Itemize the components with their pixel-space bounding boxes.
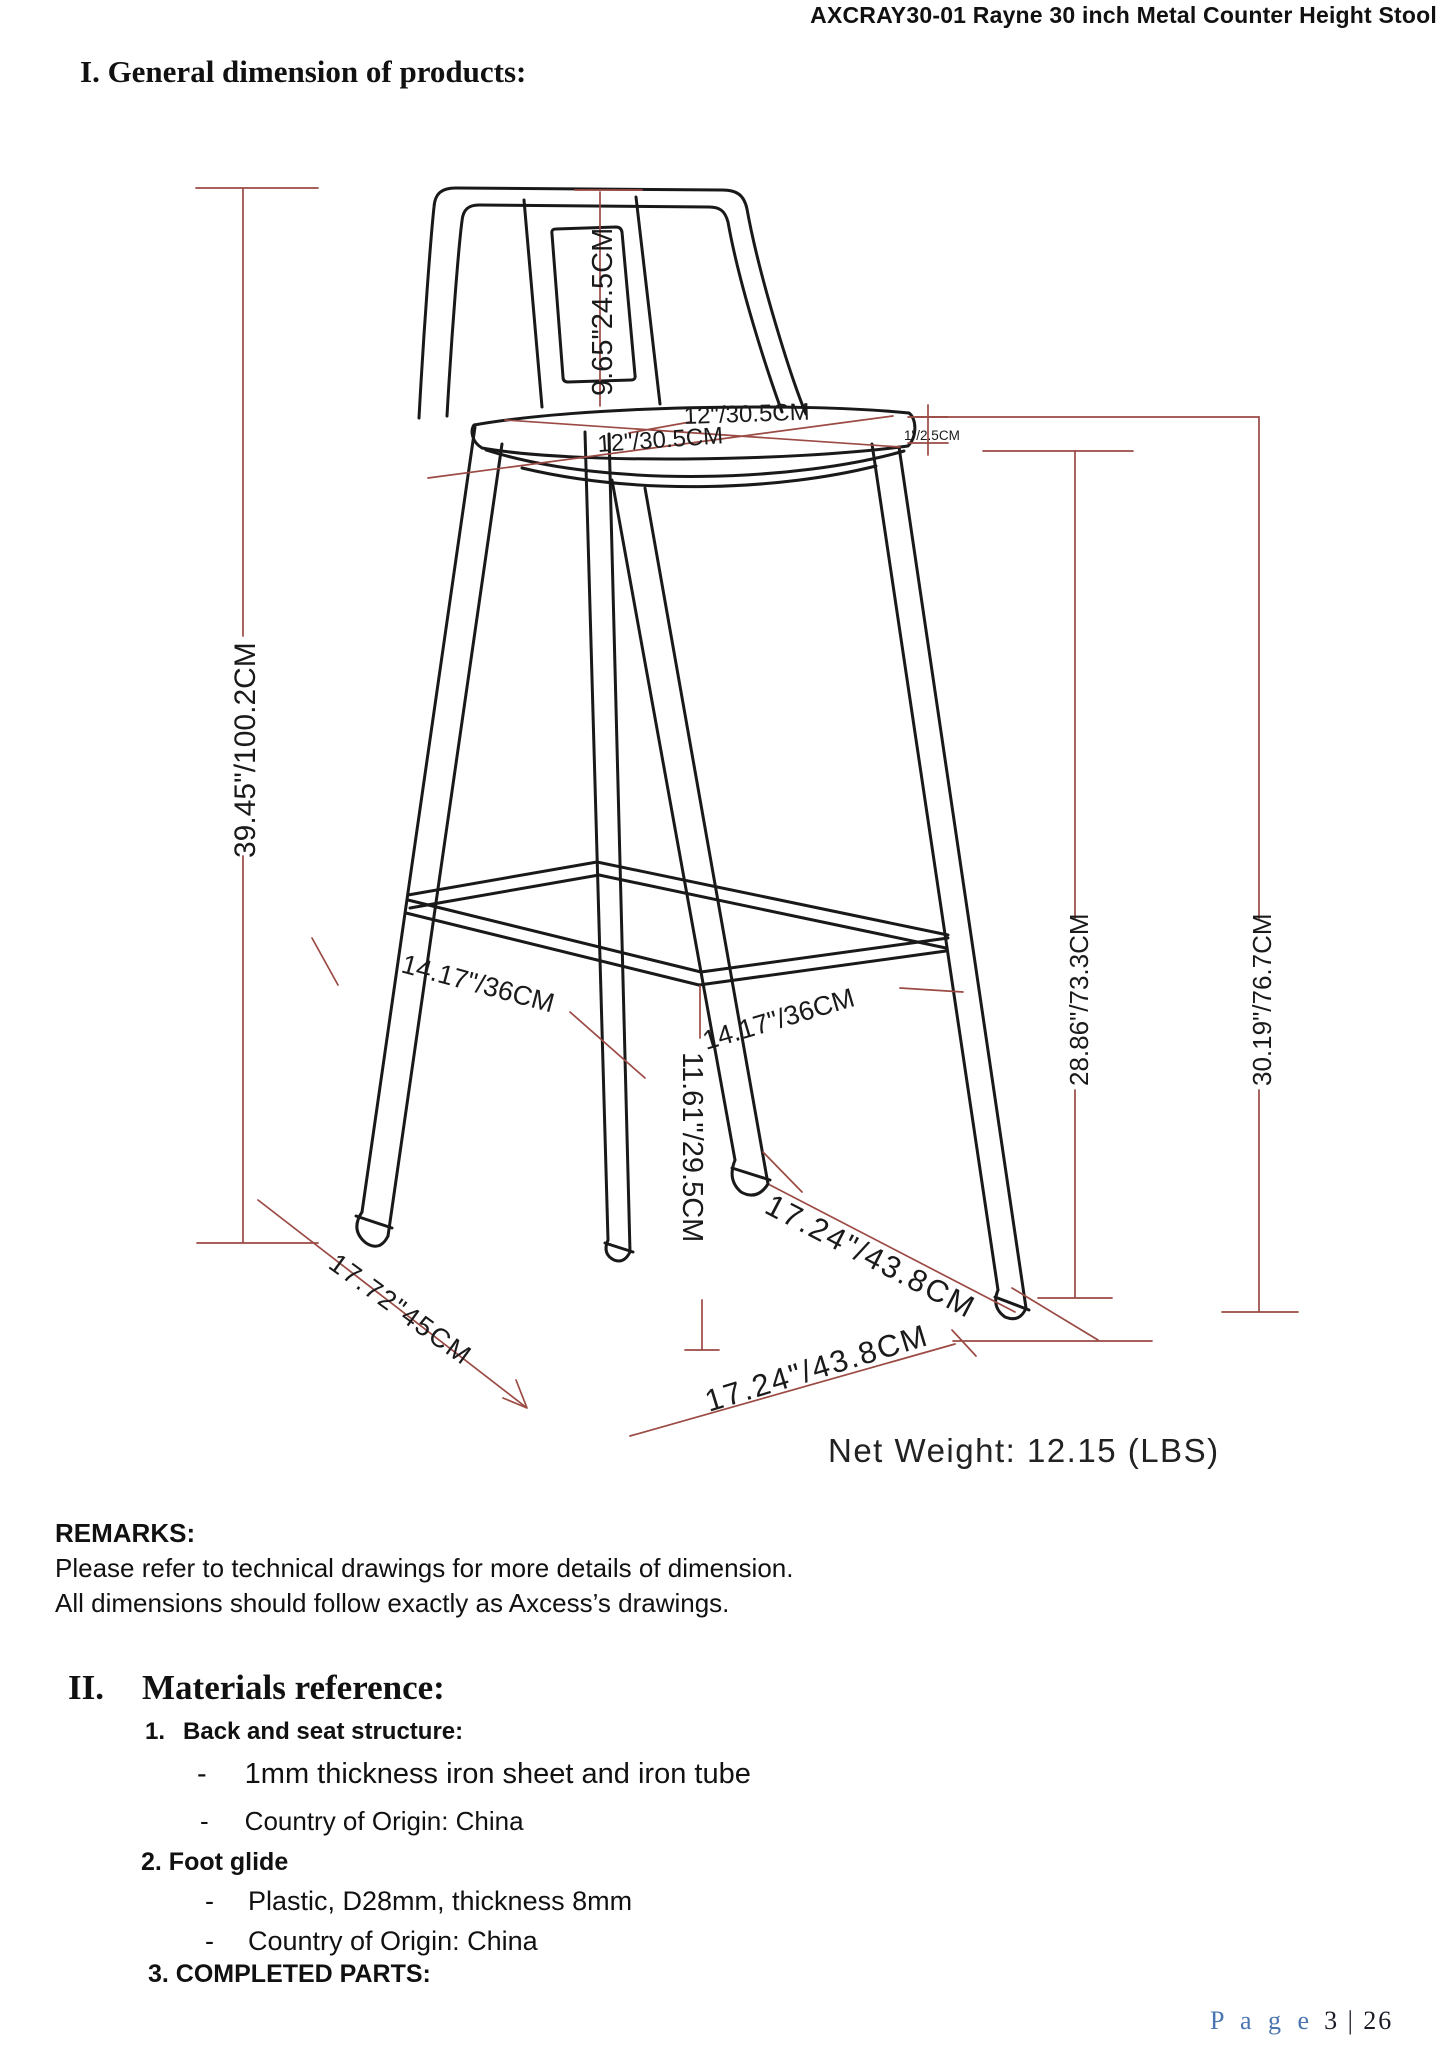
dim-height-seat-underside: 28.86"/73.3CM bbox=[1064, 913, 1094, 1086]
dimension-lines bbox=[196, 188, 1298, 1436]
materials-bullet-2 bbox=[200, 1806, 524, 1837]
dim-backrest-height: 9.65"24.5CM bbox=[587, 227, 619, 396]
dim-leg-span-left: 17.72"45CM bbox=[323, 1247, 478, 1372]
materials-bullet-4 bbox=[205, 1926, 538, 1957]
bullet-dash: - bbox=[197, 1758, 207, 1790]
document-title: AXCRAY30-01 Rayne 30 inch Metal Counter Height Stool bbox=[810, 2, 1437, 28]
footer-page-number: 3 | 26 bbox=[1324, 2006, 1394, 2035]
remarks-title: REMARKS: bbox=[55, 1518, 196, 1548]
materials-item-1-number: 1. bbox=[145, 1718, 166, 1745]
backrest-slat-left bbox=[524, 200, 542, 407]
materials-item-3: 3. COMPLETED PARTS: bbox=[148, 1960, 431, 1988]
footer-page-word: P a g e bbox=[1210, 2006, 1315, 2035]
net-weight: Net Weight: 12.15 (LBS) bbox=[828, 1432, 1220, 1469]
section2-heading bbox=[68, 1668, 445, 1708]
dim-leg-span-right-lower: 17.24"/43.8CM bbox=[700, 1317, 933, 1419]
dim-height-seat-top: 30.19"/76.7CM bbox=[1247, 913, 1277, 1086]
dim-seat-width-top: 12"/30.5CM bbox=[683, 398, 811, 430]
remarks-line1: Please refer to technical drawings for more details of dimension. bbox=[55, 1553, 794, 1583]
remarks-block bbox=[55, 1516, 793, 1621]
dim-total-height: 39.45"/100.2CM bbox=[229, 642, 262, 858]
materials-bullet-4-text: Country of Origin: China bbox=[248, 1926, 538, 1956]
foot-glide-back-left bbox=[356, 1212, 392, 1246]
materials-bullet-1-text: 1mm thickness iron sheet and iron tube bbox=[244, 1758, 751, 1790]
dim-footrest-height: 11.61"/29.5CM bbox=[676, 1052, 708, 1243]
dim-seat-width-bottom: 12"/30.5CM bbox=[596, 422, 725, 458]
bullet-dash: - bbox=[205, 1926, 214, 1956]
bullet-dash: - bbox=[205, 1886, 214, 1916]
dim-seat-thickness: 1"/2.5CM bbox=[904, 428, 960, 443]
materials-bullet-3-text: Plastic, D28mm, thickness 8mm bbox=[248, 1886, 633, 1916]
leg-back bbox=[585, 432, 630, 1252]
dim-footrest-right: 14.17"/36CM bbox=[699, 982, 858, 1056]
materials-item-1 bbox=[145, 1718, 463, 1746]
materials-item-2: 2. Foot glide bbox=[141, 1848, 289, 1876]
section2-number: II. bbox=[68, 1668, 104, 1707]
materials-item-1-label: Back and seat structure: bbox=[183, 1718, 464, 1745]
dim-footrest-left: 14.17"/36CM bbox=[398, 948, 558, 1019]
leg-back-left bbox=[362, 427, 502, 1236]
section1-heading: I. General dimension of products: bbox=[80, 54, 527, 89]
materials-bullet-3 bbox=[205, 1886, 632, 1917]
rail-front-right bbox=[699, 938, 948, 985]
page-footer bbox=[1210, 2006, 1393, 2036]
rail-back-right bbox=[597, 862, 948, 948]
materials-bullet-2-text: Country of Origin: China bbox=[244, 1806, 524, 1836]
remarks-line2: All dimensions should follow exactly as Axcess’s drawings. bbox=[55, 1588, 730, 1618]
bullet-dash: - bbox=[200, 1806, 209, 1836]
section2-title: Materials reference: bbox=[142, 1668, 445, 1707]
leg-right bbox=[872, 444, 1026, 1308]
backrest-slat-right bbox=[636, 197, 660, 404]
materials-bullet-1 bbox=[197, 1758, 751, 1791]
dim-leg-span-right-upper: 17.24"/43.8CM bbox=[759, 1187, 982, 1326]
